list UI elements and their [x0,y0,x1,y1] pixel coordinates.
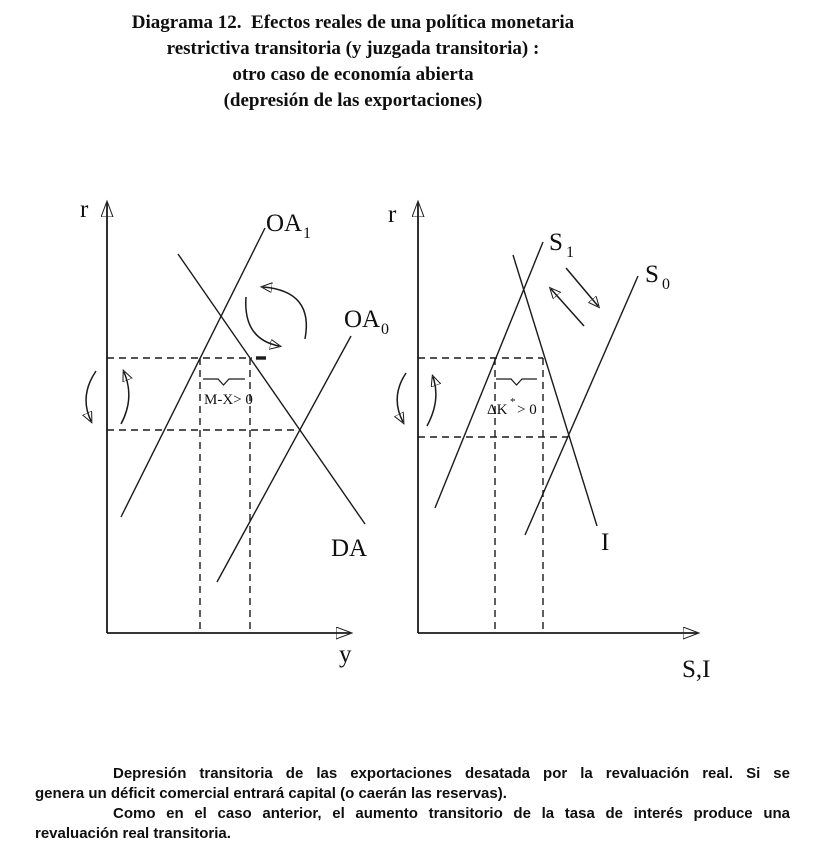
s0-label: S [645,261,659,288]
capital-gap-superscript: * [510,396,516,408]
left-x-axis-label: y [339,641,352,668]
caption-line-1: Depresión transitoria de las exportaciones desatada por la revaluación real. Si se [113,765,790,782]
title-line-1: Diagrama 12. Efectos reales de una política monetaria [131,12,575,33]
capital-gap-label-rest: > 0 [517,402,537,418]
left-y-axis-label: r [80,196,89,223]
da-label: DA [331,535,368,562]
right-y-axis-label: r [388,201,397,228]
s1-label-subscript: 1 [566,244,574,261]
left-graph [80,196,389,668]
right-graph [388,201,710,683]
s0-curve [525,276,638,535]
s1-curve [435,242,543,508]
i-curve [513,255,597,526]
trade-gap-brace [203,379,245,385]
right-rate-up-arrow [427,377,436,426]
capital-gap-brace [496,379,537,385]
figure-caption [35,764,790,844]
oa0-label: OA [344,306,381,333]
left-rate-down-arrow [86,371,96,421]
shift-arrow-up-left [551,289,584,326]
oa1-label: OA [266,210,303,237]
title-line-3: otro caso de economía abierta [232,64,474,85]
i-label: I [601,529,610,556]
rotation-arrow-lower [246,297,279,346]
rotation-arrow-upper [263,287,306,339]
title-line-2: restrictiva transitoria (y juzgada transitoria) : [166,38,540,59]
right-rate-down-arrow [397,373,406,422]
shift-arrow-down-right [566,268,598,306]
s0-label-subscript: 0 [662,276,670,293]
oa0-label-subscript: 0 [381,321,389,338]
right-x-axis-label: S,I [682,656,711,683]
trade-gap-label: M-X> 0 [204,392,253,408]
title-line-4: (depresión de las exportaciones) [223,90,483,111]
left-rate-up-arrow [121,372,129,424]
s1-label: S [549,229,563,256]
oa1-curve [121,228,265,517]
caption-line-3: Como en el caso anterior, el aumento transitorio de la tasa de interés produce una [113,805,790,822]
oa1-label-subscript: 1 [303,225,311,242]
caption-line-4: revaluación real transitoria. [35,825,231,842]
capital-gap-label: ΔK [487,402,508,418]
da-curve [178,254,365,524]
caption-line-2: genera un déficit comercial entrará capital (o caerán las reservas). [35,785,507,802]
